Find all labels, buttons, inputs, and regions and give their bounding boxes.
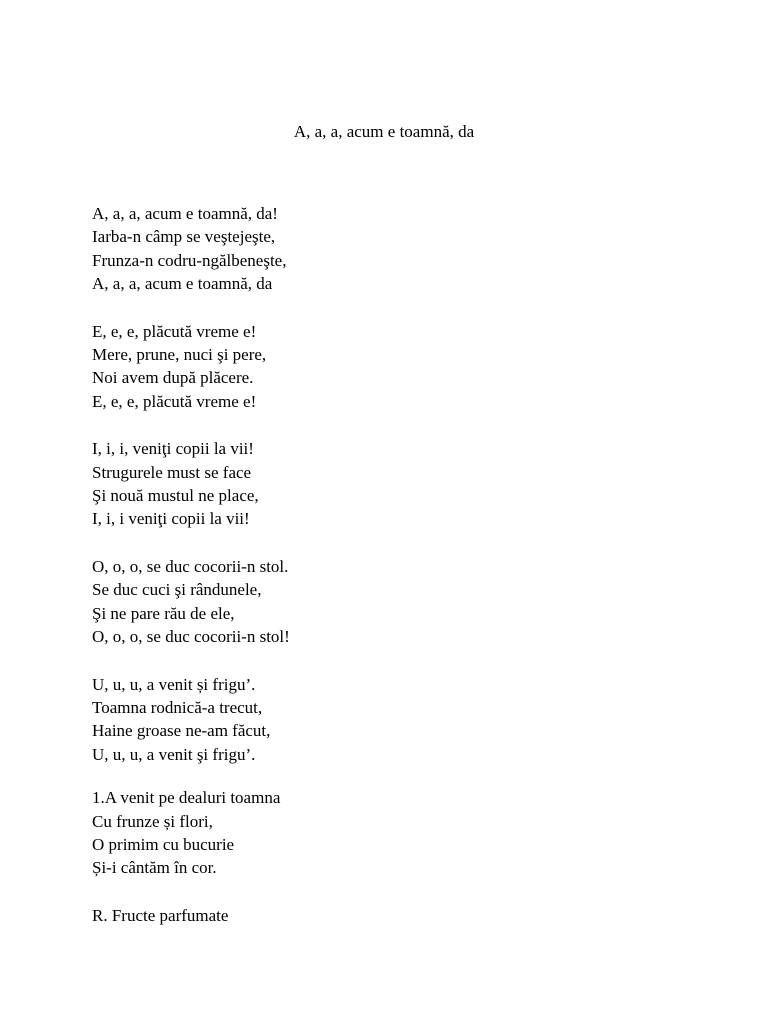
stanza-4 [92,555,732,649]
poem-body [92,202,732,951]
poem-line: Noi avem după plăcere. [92,368,254,388]
poem-line: Mere, prune, nuci şi pere, [92,345,267,365]
poem-line: Se duc cuci şi rândunele, [92,580,262,600]
refrain [92,904,732,927]
poem-line: O, o, o, se duc cocorii-n stol. [92,556,289,576]
stanza-3 [92,437,732,531]
poem-line: O, o, o, se duc cocorii-n stol! [92,627,290,647]
poem-line: Cu frunze și flori, [92,811,213,831]
poem-line: Frunza-n codru-ngălbeneşte, [92,250,287,270]
stanza-2 [92,320,732,414]
stanza-1 [92,202,732,296]
poem-line: Toamna rodnică-a trecut, [92,697,263,717]
poem-line: Şi nouă mustul ne place, [92,486,259,506]
poem-line: I, i, i veniţi copii la vii! [92,509,250,529]
poem-line: 1.A venit pe dealuri toamna [92,788,281,808]
poem-line: Strugurele must se face [92,462,252,482]
poem-line: Și-i cântăm în cor. [92,858,217,878]
stanza-5 [92,673,732,767]
poem-line: Haine groase ne-am făcut, [92,721,271,741]
poem-line: A, a, a, acum e toamnă, da! [92,204,278,223]
document-title: A, a, a, acum e toamnă, da [293,122,475,141]
poem-line: Şi ne pare rău de ele, [92,603,235,623]
poem-line: Iarba-n câmp se veştejeşte, [92,227,276,247]
poem-line: U, u, u, a venit și frigu’. [92,674,256,694]
poem-line: U, u, u, a venit şi frigu’. [92,744,256,764]
poem-line: E, e, e, plăcută vreme e! [92,321,257,341]
poem-line: O primim cu bucurie [92,834,235,854]
poem-line: I, i, i, veniţi copii la vii! [92,439,254,459]
stanza-6 [92,786,732,880]
poem-line: A, a, a, acum e toamnă, da [92,274,273,294]
poem-line: R. Fructe parfumate [92,905,229,925]
poem-line: E, e, e, plăcută vreme e! [92,391,257,411]
